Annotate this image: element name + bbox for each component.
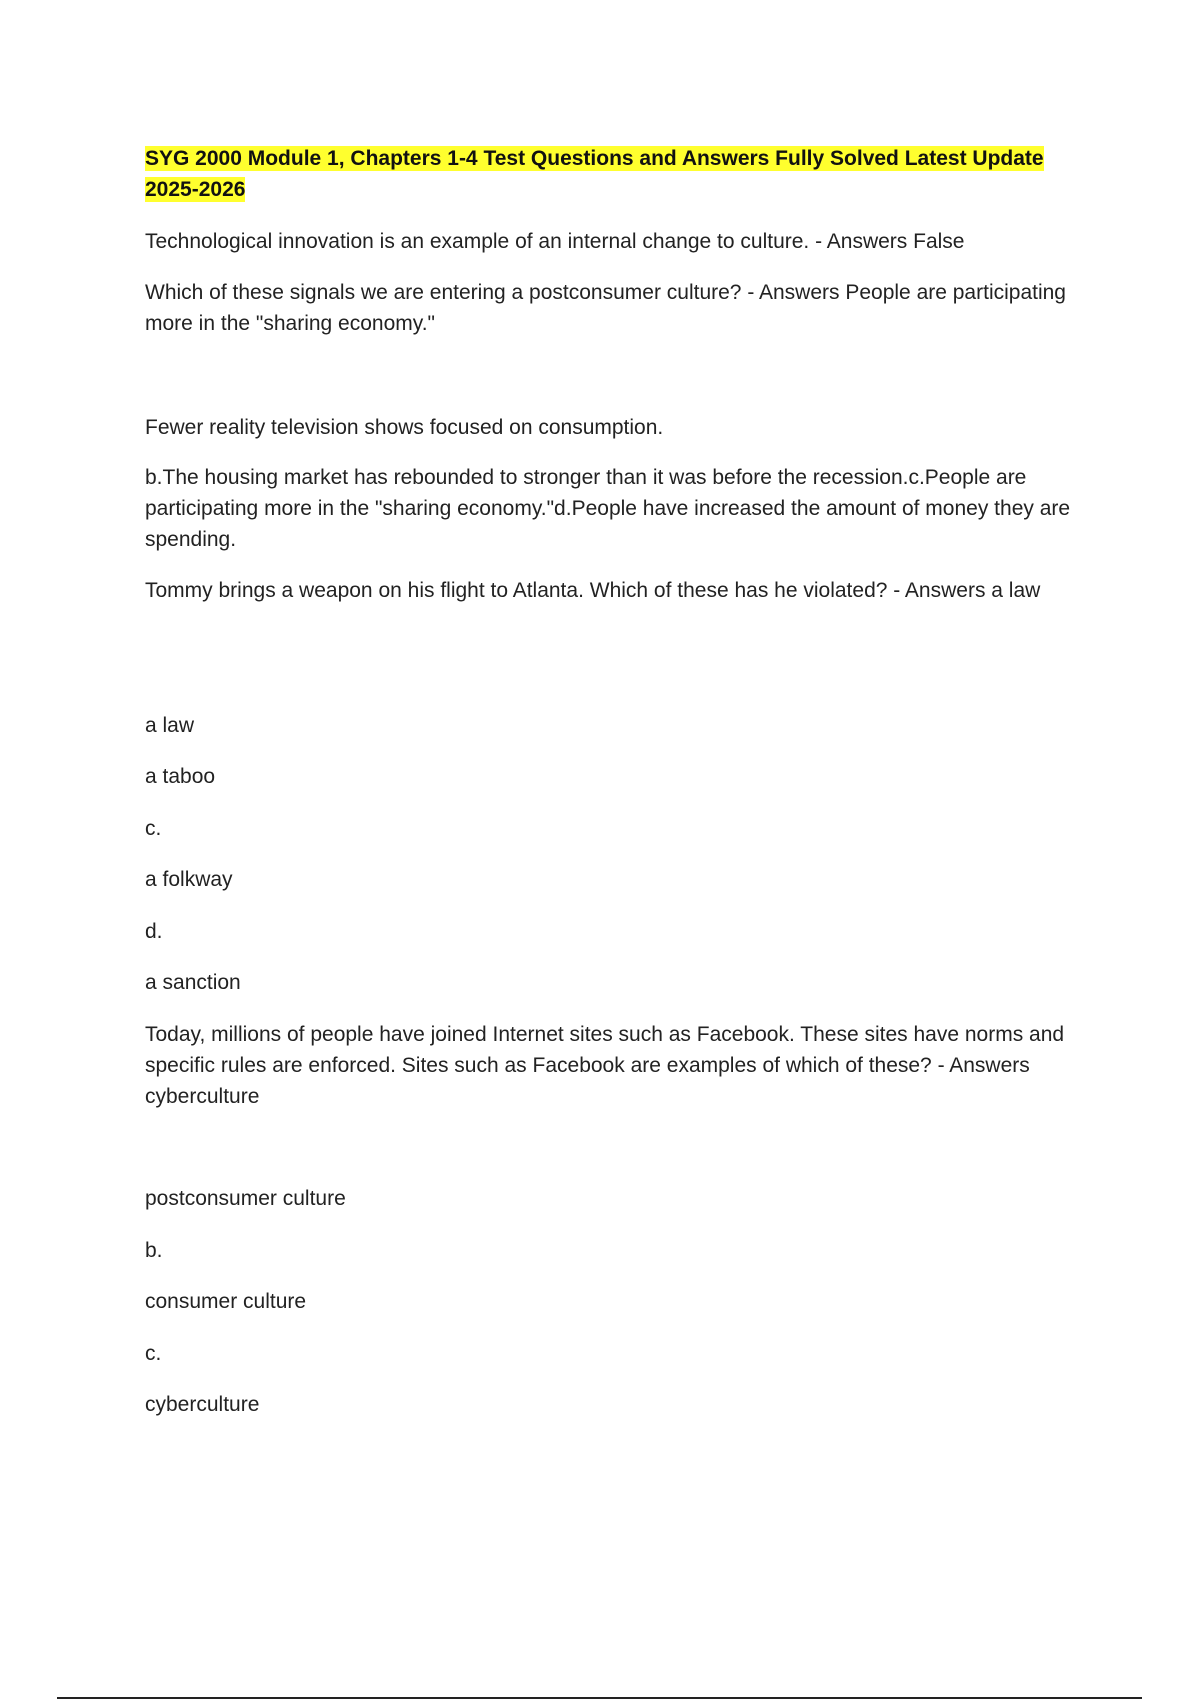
option-letter: b.: [145, 1239, 163, 1262]
answer-paragraph: Technological innovation is an example of an internal change to culture. - Answers False: [145, 230, 965, 253]
document-title: [145, 143, 1075, 205]
option-paragraph: b.The housing market has rebounded to stronger than it was before the recession.c.People are participating more in the "sharing economy."d.People have increased the amount of money they are spending.: [145, 466, 1071, 551]
option-item: a sanction: [145, 971, 241, 994]
answer-paragraph: Which of these signals we are entering a postconsumer culture? - Answers People are participating more in the "sharing economy.": [145, 281, 1066, 335]
option-letter: d.: [145, 920, 163, 943]
answer-paragraph: Today, millions of people have joined Internet sites such as Facebook. These sites have norms and specific rules are enforced. Sites such as Facebook are examples of which of these? - Answers cyberculture: [145, 1023, 1065, 1108]
option-item: postconsumer culture: [145, 1187, 346, 1210]
option-item: a taboo: [145, 765, 216, 788]
option-paragraph: Fewer reality television shows focused on consumption.: [145, 416, 664, 439]
answer-paragraph: Tommy brings a weapon on his flight to Atlanta. Which of these has he violated? - Answers a law: [145, 579, 1041, 602]
option-item: a folkway: [145, 868, 233, 891]
option-item: consumer culture: [145, 1290, 307, 1313]
option-item: cyberculture: [145, 1393, 260, 1416]
document-title-text: SYG 2000 Module 1, Chapters 1-4 Test Questions and Answers Fully Solved Latest Update 2025-2026: [145, 147, 1044, 201]
option-letter: c.: [145, 1342, 162, 1365]
option-letter: c.: [145, 817, 162, 840]
footer-divider: [57, 1697, 1142, 1699]
option-item: a law: [145, 714, 195, 737]
